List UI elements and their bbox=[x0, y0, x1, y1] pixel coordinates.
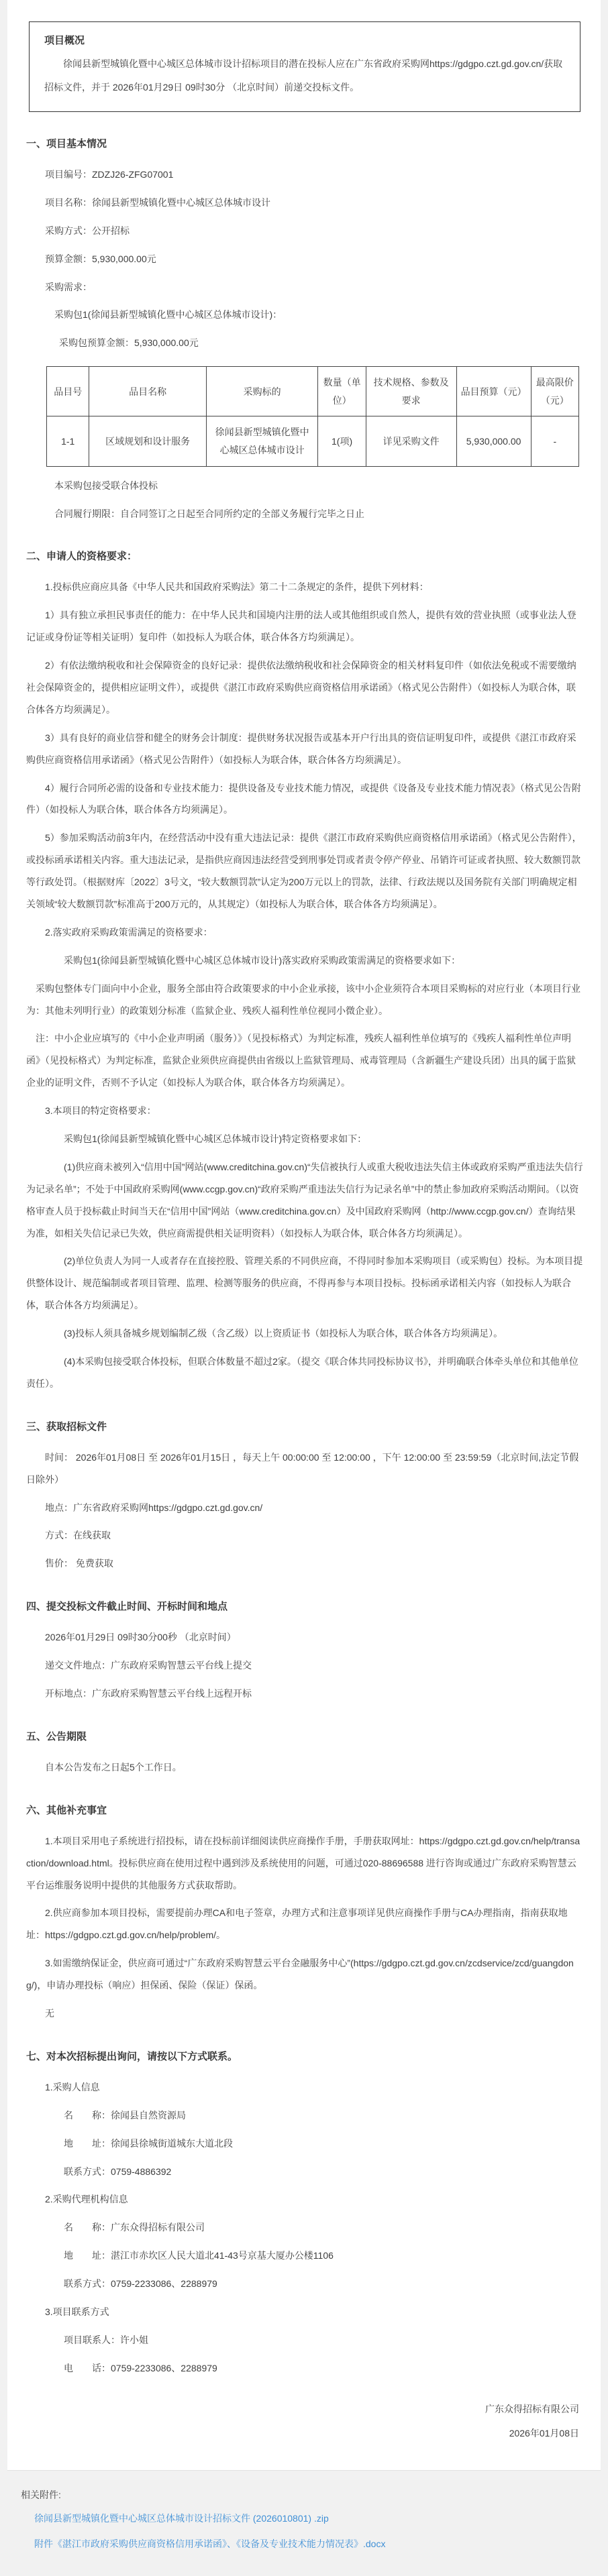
project-contact-label: 3.项目联系方式 bbox=[45, 2306, 109, 2318]
contract-term-line: 合同履行期限：自合同签订之日起至合同所约定的全部义务履行完毕之日止 bbox=[54, 508, 364, 519]
package-budget-line: 采购包预算金额：5,930,000.00元 bbox=[59, 337, 199, 349]
qualification-paragraph: 注：中小企业应填写的《中小企业声明函（服务）》（见投标格式）为判定标准，残疾人福利性单位填写的《残疾人福利性单位声明函》（见投标格式）为判定标准，监狱企业须供应商提供由省级以上监狱管理局、戒毒管理局（含新疆生产建设兵团）出具的属于监狱企业的证明文件，否则不予认定（如投标人为联合体，联合体各方均须满足）。 bbox=[26, 1033, 576, 1088]
signature-date: 2026年01月08日 bbox=[509, 2428, 579, 2439]
qualification-paragraph: 1.投标供应商应具备《中华人民共和国政府采购法》第二十二条规定的条件，提供下列材料： bbox=[45, 581, 429, 593]
table-header-spec: 技术规格、参数及要求 bbox=[366, 367, 456, 416]
agency-tel-line: 联系方式：0759-2233086、2288979 bbox=[64, 2278, 217, 2290]
qualification-paragraph: 1）具有独立承担民事责任的能力：在中华人民共和国境内注册的法人或其他组织或自然人，提供有效的营业执照（或事业法人登记证或身份证等相关证明）复印件（如投标人为联合体，联合体各方均须满足）。 bbox=[26, 610, 576, 643]
table-row bbox=[47, 416, 579, 466]
qualification-paragraph: 采购包整体专门面向中小企业，服务全部由符合政策要求的中小企业承接，该中小企业须符合本项目采购标的对应行业（本项目行业为：其他未列明行业）的政策划分标准（监狱企业、残疾人福利性单位视同小微企业）。 bbox=[26, 983, 580, 1016]
items-table bbox=[46, 366, 579, 466]
signature-block bbox=[26, 2397, 583, 2446]
section-4-heading: 四、提交投标文件截止时间、开标时间和地点 bbox=[26, 1601, 228, 1613]
table-header-subject: 采购标的 bbox=[206, 367, 318, 416]
package-line: 采购包1(徐闻县新型城镇化暨中心城区总体城市设计)： bbox=[54, 309, 283, 321]
qualification-paragraph: 4）履行合同所必需的设备和专业技术能力：提供设备及专业技术能力情况，或提供《设备及专业技术能力情况表》（格式见公告附件）（如投标人为联合体，联合体各方均须满足）。 bbox=[26, 782, 581, 816]
qualification-paragraph: 2.落实政府采购政策需满足的资格要求： bbox=[45, 926, 213, 938]
table-header-item-name: 品目名称 bbox=[89, 367, 206, 416]
agency-name-line: 名 称：广东众得招标有限公司 bbox=[64, 2222, 205, 2233]
table-header-row bbox=[47, 367, 579, 416]
cell-item-name: 区域规划和设计服务 bbox=[89, 416, 206, 466]
related-attachments-section bbox=[7, 2470, 601, 2576]
procurement-method-line: 采购方式：公开招标 bbox=[45, 225, 130, 236]
supplement-paragraph: 3.如需缴纳保证金，供应商可通过“广东政府采购智慧云平台金融服务中心”(https://gdgpo.czt.gd.gov.cn/zcdservice/zcd/guangdong/)，申请办理投标（响应）担保函、保险（保证）保函。 bbox=[26, 1958, 574, 1991]
qualification-paragraph: 3.本项目的特定资格要求： bbox=[45, 1105, 156, 1117]
section-3-heading: 三、获取招标文件 bbox=[26, 1420, 107, 1433]
joint-bid-line: 本采购包接受联合体投标 bbox=[54, 480, 158, 491]
qualification-paragraph: 采购包1(徐闻县新型城镇化暨中心城区总体城市设计)特定资格要求如下： bbox=[64, 1133, 367, 1144]
attachments-label: 相关附件: bbox=[21, 2489, 61, 2500]
cell-item-no: 1-1 bbox=[47, 416, 89, 466]
cell-spec: 详见采购文件 bbox=[366, 416, 456, 466]
qualification-paragraph: (4)本采购包接受联合体投标，但联合体数量不超过2家。（提交《联合体共同投标协议书》，并明确联合体牵头单位和其他单位责任）。 bbox=[26, 1356, 578, 1389]
overview-title: 项目概况 bbox=[44, 35, 85, 46]
overview-text: 徐闻县新型城镇化暨中心城区总体城市设计招标项目的潜在投标人应在广东省政府采购网https://gdgpo.czt.gd.gov.cn/获取招标文件，并于 2026年01月29日 09时30分 （北京时间）前递交投标文件。 bbox=[44, 58, 563, 93]
attachment-link-zip[interactable]: 徐闻县新型城镇化暨中心城区总体城市设计招标文件 (2026010801) .zip bbox=[34, 2512, 329, 2524]
cell-max-price: - bbox=[531, 416, 578, 466]
cell-budget: 5,930,000.00 bbox=[456, 416, 531, 466]
agency-address-line: 地 址：湛江市赤坎区人民大道北41-43号京基大厦办公楼1106 bbox=[64, 2250, 334, 2261]
cell-quantity: 1(项) bbox=[318, 416, 366, 466]
qualification-paragraph: (3)投标人须具备城乡规划编制乙级（含乙级）以上资质证书（如投标人为联合体，联合体各方均须满足）。 bbox=[64, 1328, 503, 1339]
open-place-line: 开标地点：广东政府采购智慧云平台线上远程开标 bbox=[45, 1688, 252, 1699]
project-contact-tel-line: 电 话：0759-2233086、2288979 bbox=[64, 2362, 217, 2373]
section-5-heading: 五、公告期限 bbox=[26, 1730, 87, 1742]
doc-obtain-time-line: 时间： 2026年01月08日 至 2026年01月15日 ，每天上午 00:00:00 至 12:00:00 ，下午 12:00:00 至 23:59:59（北京时间,法定节假日除外） bbox=[26, 1451, 579, 1485]
attachment-link-docx[interactable]: 附件《湛江市政府采购供应商资格信用承诺函》、《设备及专业技术能力情况表》.docx bbox=[34, 2538, 386, 2550]
table-header-budget: 品目预算（元） bbox=[456, 367, 531, 416]
supplement-paragraph: 1.本项目采用电子系统进行招投标，请在投标前详细阅读供应商操作手册，手册获取网址：https://gdgpo.czt.gd.gov.cn/help/transaction/download.html。投标供应商在使用过程中遇到涉及系统使用的问题，可通过020-88696588 进行咨询或通过广东政府采购智慧云平台运维服务说明中提供的其他服务方式获取帮助。 bbox=[26, 1835, 580, 1891]
purchaser-name-line: 名 称：徐闻县自然资源局 bbox=[64, 2109, 186, 2121]
purchaser-info-label: 1.采购人信息 bbox=[45, 2081, 100, 2092]
purchaser-address-line: 地 址：徐闻县徐城街道城东大道北段 bbox=[64, 2137, 233, 2149]
project-name-line: 项目名称：徐闻县新型城镇化暨中心城区总体城市设计 bbox=[45, 197, 270, 208]
doc-obtain-way-line: 方式：在线获取 bbox=[45, 1530, 111, 1541]
section-6-heading: 六、其他补充事宜 bbox=[26, 1804, 107, 1816]
doc-obtain-price-line: 售价： 免费获取 bbox=[45, 1558, 113, 1569]
demand-label: 采购需求： bbox=[45, 281, 92, 292]
section-2-heading: 二、申请人的资格要求： bbox=[26, 551, 138, 563]
purchaser-tel-line: 联系方式：0759-4886392 bbox=[64, 2166, 172, 2177]
section-7-heading: 七、对本次招标提出询问，请按以下方式联系。 bbox=[26, 2050, 238, 2062]
project-contact-person-line: 项目联系人：许小姐 bbox=[64, 2334, 148, 2345]
table-header-quantity: 数量（单位） bbox=[318, 367, 366, 416]
budget-line: 预算金额：5,930,000.00元 bbox=[45, 253, 156, 264]
supplement-paragraph: 2.供应商参加本项目投标，需要提前办理CA和电子签章，办理方式和注意事项详见供应商操作手册与CA办理指南，指南获取地址：https://gdgpo.czt.gd.gov.cn/help/problem/。 bbox=[26, 1907, 568, 1941]
announcement-document bbox=[7, 0, 601, 2470]
qualification-paragraph: 3）具有良好的商业信誉和健全的财务会计制度：提供财务状况报告或基本开户行出具的资信证明复印件，或提供《湛江市政府采购供应商资格信用承诺函》（格式见公告附件）（如投标人为联合体，联合体各方均须满足）。 bbox=[26, 732, 576, 765]
doc-obtain-place-line: 地点：广东省政府采购网https://gdgpo.czt.gd.gov.cn/ bbox=[45, 1502, 263, 1513]
section-1-heading: 一、项目基本情况 bbox=[26, 138, 107, 150]
qualification-paragraph: 5）参加采购活动前3年内，在经营活动中没有重大违法记录：提供《湛江市政府采购供应商资格信用承诺函》（格式见公告附件），或投标函承诺相关内容。重大违法记录，是指供应商因违法经营受到刑事处罚或者责令停产停业、吊销许可证或者执照、较大数额罚款等行政处罚。（根据财库〔2022〕3号文，“较大数额罚款”认定为200万元以上的罚款，法律、行政法规以及国务院有关部门明确规定相关领域“较大数额罚款”标准高于200万元的，从其规定）（如投标人为联合体，联合体各方均须满足）。 bbox=[26, 832, 582, 909]
signature-company: 广东众得招标有限公司 bbox=[485, 2403, 579, 2414]
qualification-paragraph: (1)供应商未被列入“信用中国”网站(www.creditchina.gov.cn)“失信被执行人或重大税收违法失信主体或政府采购严重违法失信行为记录名单”；不处于中国政府采购网(www.ccgp.gov.cn)“政府采购严重违法失信行为记录名单”中的禁止参加政府采购活动期间。（以资格审查人员于投标截止时间当天在“信用中国”网站（www.creditchina.gov.cn）及中国政府采购网（http://www.ccgp.gov.cn/）查询结果为准，如相关失信记录已失效，供应商需提供相关证明资料）（如投标人为联合体，联合体各方均须满足）。 bbox=[26, 1161, 583, 1239]
announcement-period-line: 自本公告发布之日起5个工作日。 bbox=[45, 1761, 182, 1773]
qualification-paragraph: (2)单位负责人为同一人或者存在直接控股、管理关系的不同供应商，不得同时参加本采购项目（或采购包）投标。为本项目提供整体设计、规范编制或者项目管理、监理、检测等服务的供应商，不得再参与本项目投标。投标函承诺相关内容（如投标人为联合体，联合体各方均须满足）。 bbox=[26, 1255, 583, 1311]
agency-info-label: 2.采购代理机构信息 bbox=[45, 2194, 128, 2205]
qualification-paragraph: 采购包1(徐闻县新型城镇化暨中心城区总体城市设计)落实政府采购政策需满足的资格要求如下： bbox=[64, 954, 461, 966]
project-number-line: 项目编号：ZDZJ26-ZFG07001 bbox=[45, 169, 174, 180]
table-header-item-no: 品目号 bbox=[47, 367, 89, 416]
qualification-paragraph: 2）有依法缴纳税收和社会保障资金的良好记录：提供依法缴纳税收和社会保障资金的相关材料复印件（如依法免税或不需要缴纳社会保障资金的，提供相应证明文件），或提供《湛江市政府采购供应商资格信用承诺函》（格式见公告附件）（如投标人为联合体，联合体各方均须满足）。 bbox=[26, 660, 576, 715]
submit-place-line: 递交文件地点：广东政府采购智慧云平台线上提交 bbox=[45, 1660, 252, 1671]
table-header-max-price: 最高限价（元） bbox=[531, 367, 578, 416]
cell-subject: 徐闻县新型城镇化暨中心城区总体城市设计 bbox=[206, 416, 318, 466]
supplement-paragraph: 无 bbox=[45, 2008, 54, 2019]
project-overview-box bbox=[29, 21, 580, 112]
bid-deadline-line: 2026年01月29日 09时30分00秒 （北京时间） bbox=[45, 1632, 236, 1643]
